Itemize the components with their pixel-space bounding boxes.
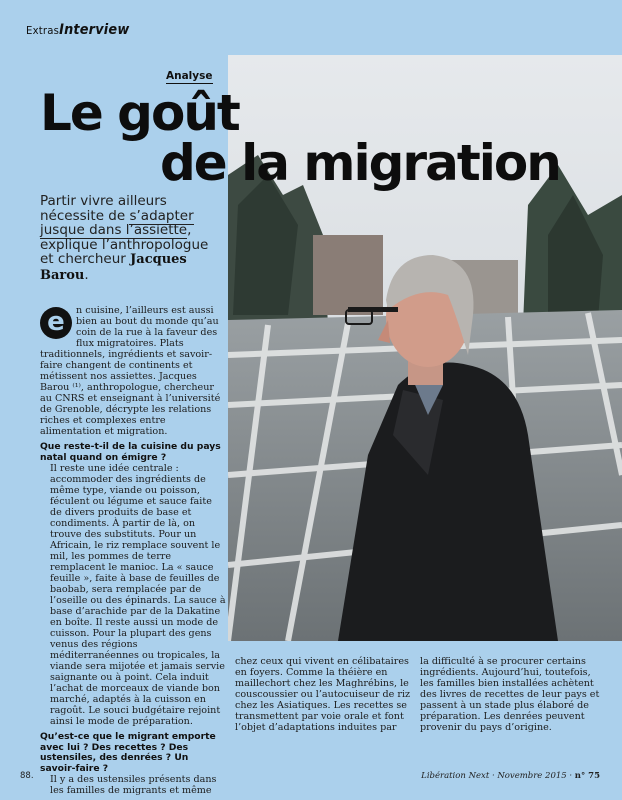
headline-line-2: de la migration bbox=[160, 134, 560, 192]
article-column-1 bbox=[40, 305, 226, 796]
answer-2: Il y a des ustensiles présents dans les familles de migrants et même bbox=[50, 774, 217, 796]
section-sub: Extras bbox=[26, 24, 60, 37]
magazine-date: · Novembre 2015 · bbox=[489, 771, 575, 781]
intro-paragraph bbox=[40, 194, 226, 283]
intro-author: Jacques Barou bbox=[40, 252, 187, 283]
lede-paragraph bbox=[40, 305, 226, 437]
intro-part-1: Partir vivre ailleurs nécessite de bbox=[40, 193, 167, 224]
section-main: Interview bbox=[59, 22, 130, 38]
issue-number: n° 75 bbox=[574, 771, 600, 781]
magazine-footer bbox=[421, 771, 600, 781]
article-column-2: chez ceux qui vivent en célibataires en foyers. Comme la théière en maillechort chez les Maghrébins, le couscoussier ou l’autocuiseur de riz chez les Asiatiques. Les recettes se transmettent par voie orale et font l’objet d’adaptations induites par bbox=[235, 656, 411, 733]
headline-line-1: Le goût bbox=[40, 84, 239, 142]
page-number: 88. bbox=[20, 771, 34, 781]
intro-highlight: s’adapter jusque dans l’assiette bbox=[40, 207, 194, 238]
kicker-label: Analyse bbox=[166, 70, 213, 82]
lede-text: n cuisine, l’ailleurs est aussi bien au bout du monde qu’au coin de la rue à la faveur des flux migratoires. Plats traditionnels, ingrédients et savoir-faire changent de continents et métissent nos assiettes. Jacques Barou ⁽¹⁾, anthropologue, chercheur au CNRS et enseignant à l’université de Grenoble, décrypte les relations riches et complexes entre alimentation et migration. bbox=[40, 305, 221, 437]
question-2: Qu’est-ce que le migrant emporte avec lui ? Des recettes ? Des ustensiles, des denrées ? Un savoir-faire ? bbox=[40, 731, 216, 774]
magazine-name: Libération Next bbox=[421, 771, 490, 781]
intro-end: . bbox=[84, 266, 89, 283]
intro-part-2: , explique l’anthropologue et chercheur bbox=[40, 222, 209, 267]
question-1: Que reste-t-il de la cuisine du pays natal quand on émigre ? bbox=[40, 441, 221, 463]
answer-1: Il reste une idée centrale : accommoder des ingrédients de même type, viande ou poisson, féculent ou légume et sauce faite de divers produits de base et condiments. À partir de là, on trouve des substituts. Pour un Africain, le riz remplace souvent le mil, les pommes de terre remplacent le manioc. La « sauce feuille », faite à base de feuilles de baobab, sera remplacée par de l’oseille ou des épinards. La sauce à base d’arachide par de la Dakatine en boîte. Il reste aussi un mode de cuisson. Pour la plupart des gens venus des régions méditerranéennes ou tropicales, la viande sera mijotée et jamais servie saignante ou à point. Cela induit l’achat de morceaux de viande bon marché, adaptés à la cuisson en ragoût. Le souci budgétaire rejoint ainsi le mode de préparation. bbox=[50, 463, 226, 727]
section-label bbox=[26, 22, 129, 38]
article-column-3: la difficulté à se procurer certains ingrédients. Aujourd’hui, toutefois, les familles bien installées achètent des livres de recettes de leur pays et passent à un stade plus élaboré de préparation. Les denrées peuvent provenir du pays d’origine. bbox=[420, 656, 600, 733]
dropcap: e bbox=[40, 307, 72, 339]
